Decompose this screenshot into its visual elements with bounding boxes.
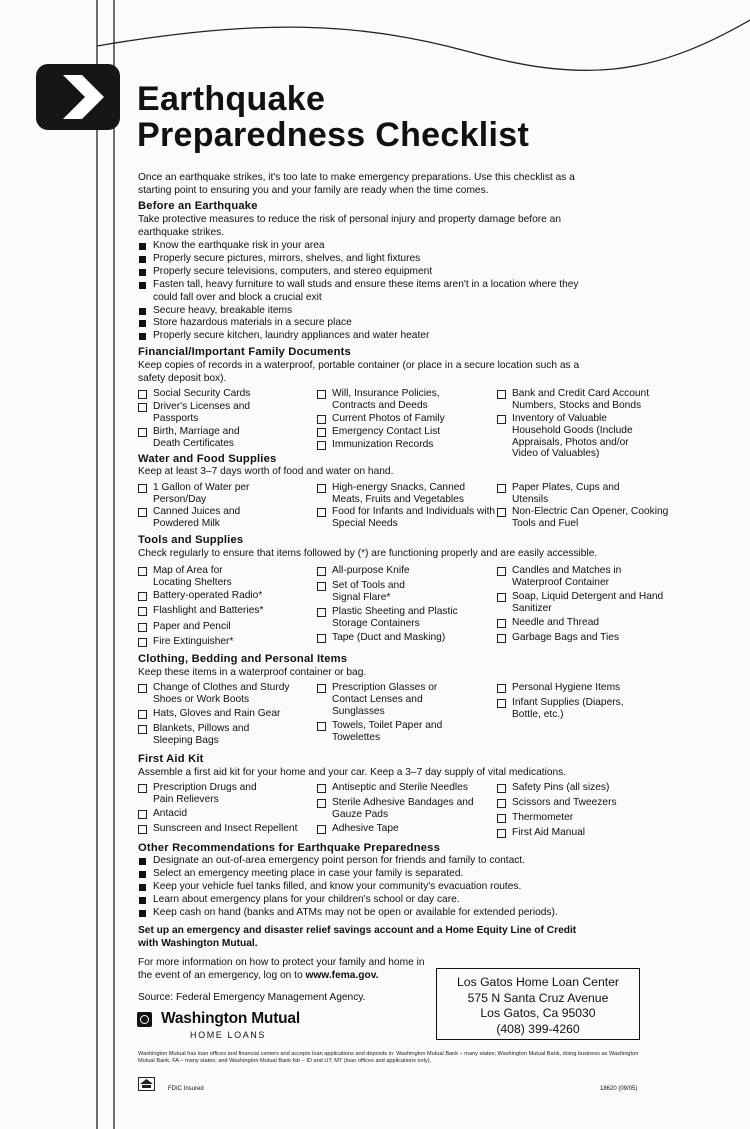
checklist-item[interactable]: Sunscreen and Insect Repellent [138,823,328,835]
checklist-item[interactable]: First Aid Manual [497,827,672,839]
checklist-item[interactable]: Current Photos of Family [317,413,492,425]
arrow-badge-icon [36,64,120,130]
checklist-item[interactable]: Driver's Licenses and Passports [138,401,253,425]
intro-text: Once an earthquake strikes, it's too late to make emergency preparations. Use this checklist as a starting point to ensuring you and your family are ready when the time comes. [138,172,575,196]
list-item: Keep cash on hand (banks and ATMs may not be open or available for extended periods). [138,907,618,920]
checklist-item[interactable]: High-energy Snacks, Canned Meats, Fruits and Vegetables [317,482,492,506]
checklist-item[interactable]: Emergency Contact List [317,426,492,438]
equal-housing-icon [138,1077,155,1091]
checklist-item[interactable]: Hats, Gloves and Rain Gear [138,708,313,720]
checklist-item[interactable]: Sterile Adhesive Bandages and Gauze Pads [317,797,482,821]
tools-desc: Check regularly to ensure that items followed by (*) are functioning properly and are easily accessible. [138,548,598,559]
wamu-sub: HOME LOANS [190,1030,267,1040]
wamu-logo [137,1010,317,1050]
water-heading: Water and Food Supplies [138,453,277,465]
list-item: Know the earthquake risk in your area [138,240,598,253]
page-title-line2: Preparedness Checklist [137,116,530,154]
checklist-item[interactable]: Towels, Toilet Paper and Towelettes [317,720,452,744]
checklist-item[interactable]: Garbage Bags and Ties [497,632,672,644]
checklist-item[interactable]: Candles and Matches in Waterproof Container [497,565,652,589]
contact-box [436,968,640,1040]
checklist-item[interactable]: Thermometer [497,812,672,824]
more-info-body: For more information on how to protect your family and home in the event of an emergency, log on to [138,957,425,981]
checklist-item[interactable]: Tape (Duct and Masking) [317,632,492,644]
checklist-item[interactable]: Paper Plates, Cups and Utensils [497,482,632,506]
other-heading: Other Recommendations for Earthquake Preparedness [138,842,441,854]
tools-heading: Tools and Supplies [138,534,244,546]
checklist-item[interactable]: Personal Hygiene Items [497,682,672,694]
contact-line3: Los Gatos, Ca 95030 [480,1006,596,1021]
checklist-item[interactable]: Infant Supplies (Diapers, Bottle, etc.) [497,697,632,721]
before-list [138,240,598,343]
checklist-item[interactable]: Set of Tools and Signal Flare* [317,580,432,604]
fema-link[interactable]: www.fema.gov. [305,969,379,981]
checklist-item[interactable]: Non-Electric Can Opener, Cooking Tools and Fuel [497,506,672,530]
checklist-item[interactable]: Plastic Sheeting and Plastic Storage Containers [317,606,492,630]
water-desc: Keep at least 3–7 days worth of food and water on hand. [138,466,394,477]
list-item: Properly secure televisions, computers, and stereo equipment [138,266,598,279]
checklist-item[interactable]: Map of Area for Locating Shelters [138,565,253,589]
form-code: 18620 (09/05) [600,1086,638,1092]
checklist-item[interactable]: Antacid [138,808,313,820]
checklist-item[interactable]: Soap, Liquid Detergent and Hand Sanitizer [497,591,672,615]
clothing-desc: Keep these items in a waterproof container or bag. [138,667,367,678]
contact-line2: 575 N Santa Cruz Avenue [467,990,609,1005]
checklist-item[interactable]: 1 Gallon of Water per Person/Day [138,482,253,506]
page-title-line1: Earthquake [137,80,326,118]
contact-line1: Los Gatos Home Loan Center [457,975,619,989]
fdic-text: FDIC Insured [168,1086,204,1092]
checklist-item[interactable]: Prescription Drugs and Pain Relievers [138,782,273,806]
disclaimer-text: Washington Mutual has loan offices and financial centers and accepts loan applications and deposits in: Washington Mutual Bank – many states; Washington Mutual Bank, doing business as Washington Mutual Bank, FA – many states; and Washington Mutual Bank fsb – ID and UT; MT (loan offices and applications only). [138,1051,639,1064]
checklist-item[interactable]: Battery-operated Radio* [138,590,313,602]
savings-text: Set up an emergency and disaster relief savings account and a Home Equity Line of Credit with Washington Mutual. [138,925,577,949]
firstaid-heading: First Aid Kit [138,753,204,765]
contact-line4[interactable]: (408) 399-4260 [496,1022,580,1037]
checklist-item[interactable]: All-purpose Knife [317,565,492,577]
other-list [138,855,618,920]
checklist-item[interactable]: Change of Clothes and Sturdy Shoes or Work Boots [138,682,313,706]
source-text: Source: Federal Emergency Management Agency. [138,992,366,1003]
list-item: Keep your vehicle fuel tanks filled, and know your community's evacuation routes. [138,881,618,894]
list-item: Store hazardous materials in a secure place [138,317,598,330]
checklist-item[interactable]: Safety Pins (all sizes) [497,782,672,794]
checklist-item[interactable]: Prescription Glasses or Contact Lenses and Sunglasses [317,682,462,717]
checklist-item[interactable]: Blankets, Pillows and Sleeping Bags [138,723,268,747]
checklist-item[interactable]: Paper and Pencil [138,621,313,633]
list-item: Secure heavy, breakable items [138,305,598,318]
checklist-item[interactable]: Scissors and Tweezers [497,797,672,809]
list-item: Fasten tall, heavy furniture to wall studs and ensure these items aren't in a location where they could fall over and block a crucial exit [138,279,593,305]
wamu-name: Washington Mutual [161,1010,300,1027]
list-item: Select an emergency meeting place in case your family is separated. [138,868,618,881]
checklist-item[interactable]: Birth, Marriage and Death Certificates [138,426,258,450]
checklist-item[interactable]: Fire Extinguisher* [138,636,313,648]
more-info-text [138,957,428,983]
checklist-item[interactable]: Inventory of Valuable Household Goods (Include Appraisals, Photos and/or Video of Valuables) [497,413,657,460]
checklist-item[interactable]: Adhesive Tape [317,823,492,835]
list-item: Properly secure pictures, mirrors, shelves, and light fixtures [138,253,598,266]
wamu-mark-icon [137,1012,152,1027]
checklist-item[interactable]: Food for Infants and Individuals with Special Needs [317,506,507,530]
list-item: Properly secure kitchen, laundry appliances and water heater [138,330,598,343]
checklist-item[interactable]: Needle and Thread [497,617,672,629]
before-desc: Take protective measures to reduce the risk of personal injury and property damage before an earthquake strikes. [138,214,562,238]
financial-desc: Keep copies of records in a waterproof, portable container (or place in a secure location such as a safety deposit box). [138,360,580,384]
financial-heading: Financial/Important Family Documents [138,346,351,358]
list-item: Learn about emergency plans for your children's school or day care. [138,894,618,907]
checklist-item[interactable]: Flashlight and Batteries* [138,605,313,617]
list-item: Designate an out-of-area emergency point person for friends and family to contact. [138,855,618,868]
checklist-item[interactable]: Bank and Credit Card Account Numbers, Stocks and Bonds [497,388,672,412]
checklist-item[interactable]: Canned Juices and Powdered Milk [138,506,263,530]
checklist-item[interactable]: Antiseptic and Sterile Needles [317,782,507,794]
before-heading: Before an Earthquake [138,200,258,212]
clothing-heading: Clothing, Bedding and Personal Items [138,653,348,665]
checklist-item[interactable]: Social Security Cards [138,388,303,400]
firstaid-desc: Assemble a first aid kit for your home and your car. Keep a 3–7 day supply of vital medications. [138,767,567,778]
checklist-item[interactable]: Immunization Records [317,439,492,451]
checklist-item[interactable]: Will, Insurance Policies, Contracts and Deeds [317,388,472,412]
